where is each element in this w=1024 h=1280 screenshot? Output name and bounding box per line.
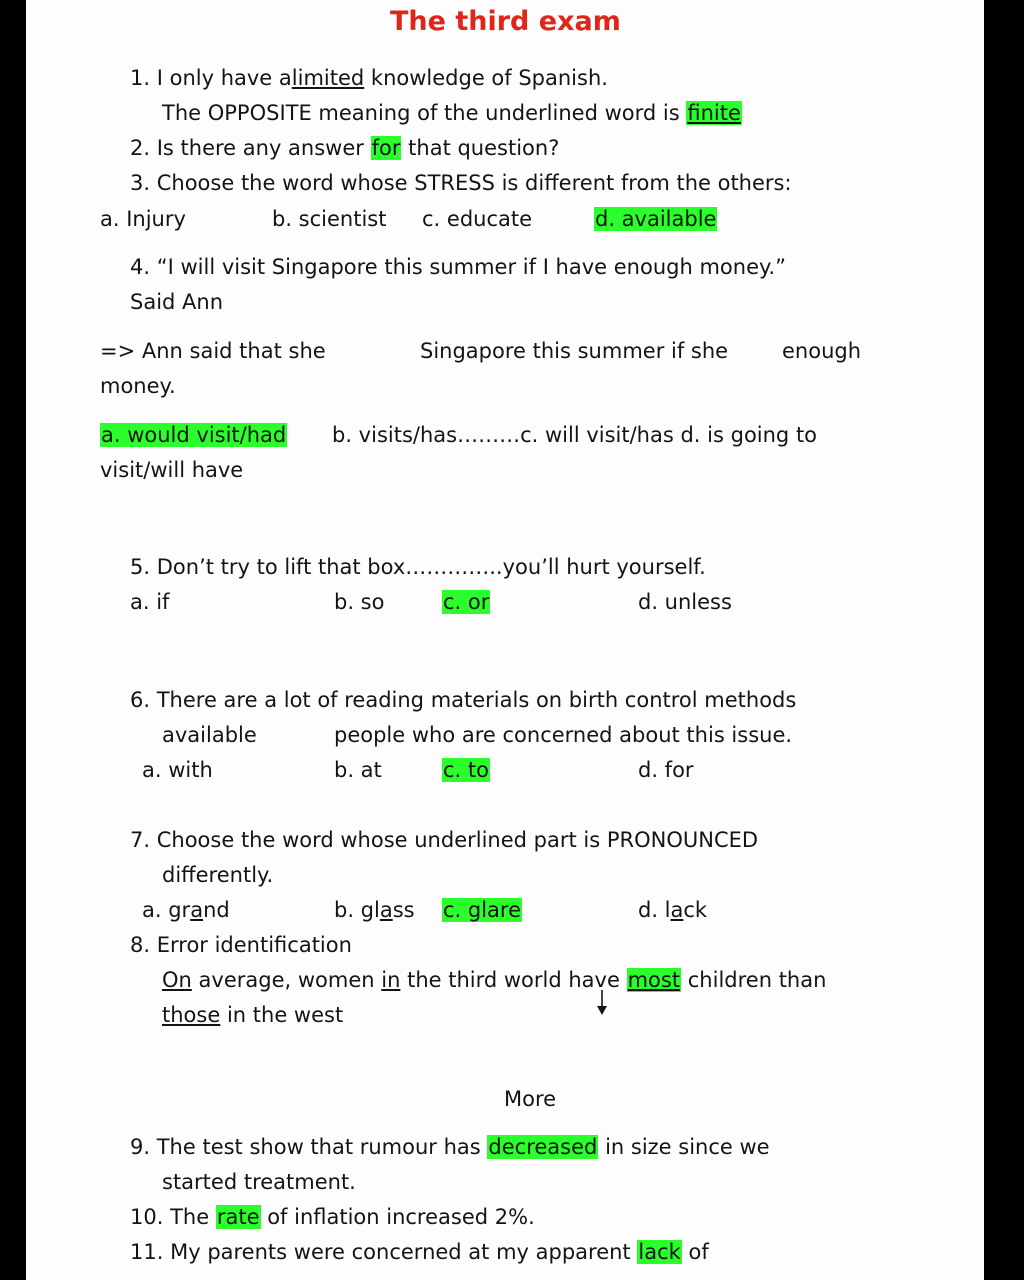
question-9 xyxy=(130,1133,770,1161)
q4-quote: “I will visit Singapore this summer if I have enough money.” xyxy=(156,255,786,279)
q3-option-b: b. scientist xyxy=(272,207,387,231)
q7-option-d xyxy=(638,896,707,924)
q7-option-a-underlined: a xyxy=(190,898,204,922)
q4-said: Said Ann xyxy=(130,290,224,314)
q6-option-d: d. for xyxy=(638,758,694,782)
q4-prompt-c: enough xyxy=(782,339,862,363)
q5-number: 5. xyxy=(130,555,151,579)
q7-option-a xyxy=(142,896,230,924)
q5-option-b: b. so xyxy=(334,590,385,614)
q10-text-post: of inflation increased 2%. xyxy=(267,1205,535,1229)
question-1-line-2 xyxy=(162,99,742,127)
q8-number: 8. xyxy=(130,933,151,957)
question-8 xyxy=(130,931,352,959)
q8-sentence-line-1 xyxy=(162,966,826,994)
q7-option-b xyxy=(334,896,415,924)
q4-prompt-a: => Ann said that she xyxy=(100,339,326,363)
question-11 xyxy=(130,1238,709,1266)
q6-option-a: a. with xyxy=(142,758,213,782)
q9-text-post: in size since we xyxy=(605,1135,770,1159)
q11-text-pre: My parents were concerned at my apparent xyxy=(170,1240,631,1264)
question-3 xyxy=(130,169,792,197)
q3-option-c: c. educate xyxy=(422,207,533,231)
q8-text-2: the third world have xyxy=(407,968,620,992)
q9-number: 9. xyxy=(130,1135,151,1159)
q11-number: 11. xyxy=(130,1240,164,1264)
q6-line-2-b: people who are concerned about this issue. xyxy=(334,723,793,747)
question-5 xyxy=(130,553,706,581)
question-2 xyxy=(130,134,559,162)
q8-error-option-most-highlight: most xyxy=(627,968,681,992)
q11-answer-highlight: lack xyxy=(638,1240,681,1264)
q3-text: Choose the word whose STRESS is different from the others: xyxy=(156,171,792,195)
q10-answer-highlight: rate xyxy=(216,1205,260,1229)
q8-error-option-in: in xyxy=(381,968,401,992)
q3-option-d-highlight: d. available xyxy=(595,207,717,231)
question-6 xyxy=(130,686,796,714)
q5-option-a: a. if xyxy=(130,590,170,614)
q7-number: 7. xyxy=(130,828,151,852)
question-10 xyxy=(130,1203,535,1231)
q1-underlined-word: limited xyxy=(291,66,365,90)
more-heading: More xyxy=(504,1087,557,1111)
q1-number: 1. xyxy=(130,66,151,90)
q3-option-d-wrap xyxy=(594,205,717,233)
q4-options-bcd: b. visits/has………c. will visit/has d. is going to xyxy=(332,423,818,447)
q1-answer-highlight: finite xyxy=(687,101,741,125)
q2-answer-highlight: for xyxy=(371,136,401,160)
q4-prompt-b: Singapore this summer if she xyxy=(420,339,729,363)
q6-number: 6. xyxy=(130,688,151,712)
q8-text-3: children than xyxy=(687,968,827,992)
q2-number: 2. xyxy=(130,136,151,160)
q6-option-c-highlight: c. to xyxy=(443,758,489,782)
q7-option-a-pre: a. gr xyxy=(142,898,191,922)
q7-option-b-post: ss xyxy=(392,898,415,922)
q6-option-c-wrap xyxy=(442,756,490,784)
down-arrow-icon xyxy=(595,990,609,1016)
q7-option-d-pre: d. l xyxy=(638,898,671,922)
q3-number: 3. xyxy=(130,171,151,195)
q8-heading: Error identification xyxy=(156,933,352,957)
q8-error-option-on: On xyxy=(162,968,192,992)
q7-line-1: Choose the word whose underlined part is PRONOUNCED xyxy=(156,828,759,852)
q7-option-d-post: ck xyxy=(683,898,708,922)
q9-answer-highlight: decreased xyxy=(488,1135,598,1159)
question-4 xyxy=(130,253,786,281)
q10-number: 10. xyxy=(130,1205,164,1229)
q11-text-post: of xyxy=(688,1240,709,1264)
q9-line-2: started treatment. xyxy=(162,1170,356,1194)
q5-text: Don’t try to lift that box…………..you’ll hurt yourself. xyxy=(156,555,706,579)
q2-text-post: that question? xyxy=(408,136,560,160)
q4-prompt-line-2: money. xyxy=(100,374,176,398)
q4-options xyxy=(100,421,287,449)
q7-option-c-highlight: c. glare xyxy=(443,898,522,922)
question-1-line-1 xyxy=(130,64,608,92)
q3-option-a: a. Injury xyxy=(100,207,186,231)
q7-option-b-underlined: a xyxy=(379,898,393,922)
q1-text-post: knowledge of Spanish. xyxy=(370,66,608,90)
q7-line-2: differently. xyxy=(162,863,274,887)
q1-text-pre: I only have a xyxy=(156,66,292,90)
q8-error-option-those: those xyxy=(162,1003,221,1027)
q6-option-b: b. at xyxy=(334,758,382,782)
q8-sentence-line-2 xyxy=(162,1001,343,1029)
q6-line-2-a: available xyxy=(162,723,257,747)
q6-line-1: There are a lot of reading materials on birth control methods xyxy=(156,688,797,712)
q5-option-c-highlight: c. or xyxy=(443,590,490,614)
q4-option-d-continued: visit/will have xyxy=(100,458,244,482)
q4-option-a-highlight: a. would visit/had xyxy=(101,423,287,447)
q7-option-a-post: nd xyxy=(203,898,230,922)
q9-text-pre: The test show that rumour has xyxy=(156,1135,481,1159)
q5-option-d: d. unless xyxy=(638,590,732,614)
q8-text-4: in the west xyxy=(226,1003,344,1027)
q8-text-1: average, women xyxy=(198,968,375,992)
q5-option-c-wrap xyxy=(442,588,490,616)
q4-number: 4. xyxy=(130,255,151,279)
exam-document xyxy=(26,0,984,1280)
q10-text-pre: The xyxy=(170,1205,210,1229)
q2-text-pre: Is there any answer xyxy=(156,136,364,160)
q7-option-c-wrap xyxy=(442,896,522,924)
page-title: The third exam xyxy=(390,6,621,37)
question-7 xyxy=(130,826,758,854)
q1-line-2-text: The OPPOSITE meaning of the underlined word is xyxy=(162,101,680,125)
q7-option-d-underlined: a xyxy=(670,898,684,922)
q7-option-b-pre: b. gl xyxy=(334,898,380,922)
